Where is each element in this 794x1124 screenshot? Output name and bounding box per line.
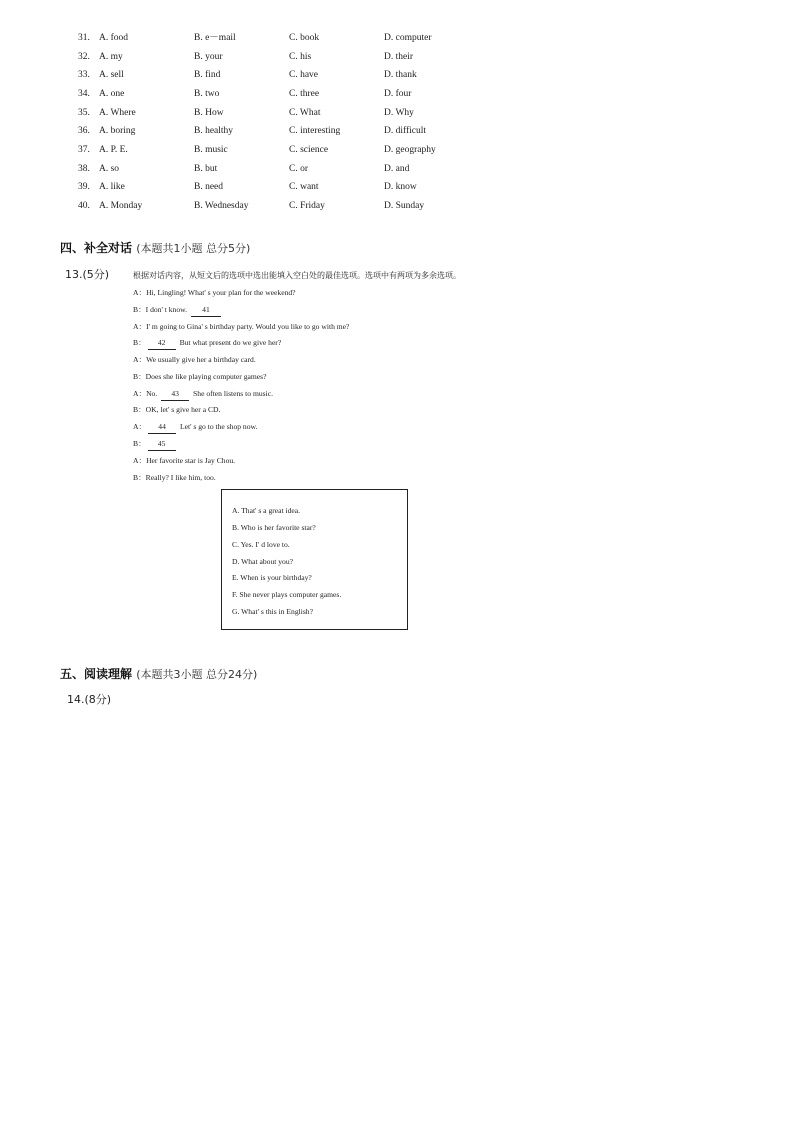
line-text: Let' s go to the shop now.	[178, 422, 258, 431]
blank-45[interactable]: 45	[148, 438, 176, 451]
option-a: A. boring	[99, 126, 136, 136]
dialogue-line	[133, 404, 220, 416]
option-c: C. What	[289, 108, 321, 118]
option-c: C. Friday	[289, 201, 325, 211]
dialogue-line	[133, 354, 256, 366]
question-number: 33.	[78, 70, 90, 80]
option-d: D. computer	[384, 33, 432, 43]
question-number: 34.	[78, 89, 90, 99]
speaker: B：	[133, 305, 146, 314]
dialogue-line	[133, 455, 235, 467]
option-a: A. Where	[99, 108, 136, 118]
dialogue-line	[133, 388, 273, 401]
blank-44[interactable]: 44	[148, 421, 176, 434]
option-d-item: D. What about you?	[232, 557, 294, 566]
option-d: D. and	[384, 164, 410, 174]
option-g-item: G. What' s this in English?	[232, 607, 313, 616]
option-a-item: A. That' s a great idea.	[232, 506, 301, 515]
option-b: B. music	[194, 145, 228, 155]
dialogue-line	[133, 287, 296, 299]
option-a: A. food	[99, 33, 129, 43]
line-text: OK, let' s give her a CD.	[145, 405, 221, 414]
option-f-item: F. She never plays computer games.	[232, 590, 342, 599]
option-d: D. difficult	[384, 126, 427, 136]
speaker: A：	[133, 322, 147, 331]
option-b: B. How	[194, 108, 224, 118]
question-14-number: 14.(8分)	[67, 693, 112, 706]
option-c: C. or	[289, 164, 308, 174]
blank-41[interactable]: 41	[191, 304, 221, 317]
option-a: A. Monday	[99, 201, 143, 211]
question-number: 36.	[78, 126, 90, 136]
line-text: We usually give her a birthday card.	[146, 355, 256, 364]
section-4-title: 四、补全对话	[60, 241, 133, 255]
speaker: B：	[133, 439, 146, 448]
section-5-heading	[60, 665, 257, 682]
speaker: B：	[133, 338, 146, 347]
question-13-instruction: 根据对话内容，从短文后的选项中选出能填入空白处的最佳选项。选项中有两项为多余选项。	[133, 271, 461, 280]
option-c: C. science	[289, 145, 329, 155]
option-d: D. their	[384, 52, 414, 62]
blank-42[interactable]: 42	[148, 337, 176, 350]
line-text: Her favorite star is Jay Chou.	[146, 456, 236, 465]
speaker: B：	[133, 473, 146, 482]
option-e-item: E. When is your birthday?	[232, 573, 312, 582]
line-text: Really? I like him, too.	[145, 473, 216, 482]
speaker: A：	[133, 422, 147, 431]
option-c: C. have	[289, 70, 319, 80]
speaker: A：	[133, 288, 147, 297]
dialogue-line	[133, 472, 216, 484]
speaker: A：	[133, 389, 147, 398]
section-4-heading	[60, 239, 250, 256]
dialogue-line	[133, 321, 349, 333]
line-text: No.	[146, 389, 160, 398]
option-b: B. two	[194, 89, 220, 99]
option-b: B. Wednesday	[194, 201, 249, 211]
section-5-note: (本题共3小题 总分24分)	[136, 668, 258, 681]
question-number: 40.	[78, 201, 90, 211]
option-a: A. my	[99, 52, 123, 62]
option-c: C. want	[289, 182, 319, 192]
option-c: C. three	[289, 89, 320, 99]
option-b-item: B. Who is her favorite star?	[232, 523, 316, 532]
option-d: D. geography	[384, 145, 436, 155]
question-number: 31.	[78, 33, 90, 43]
speaker: B：	[133, 405, 146, 414]
section-5-title: 五、阅读理解	[60, 667, 133, 681]
speaker: B：	[133, 372, 146, 381]
speaker: A：	[133, 456, 147, 465]
question-number: 35.	[78, 108, 90, 118]
blank-43[interactable]: 43	[161, 388, 189, 401]
option-b: B. need	[194, 182, 224, 192]
option-b: B. your	[194, 52, 223, 62]
dialogue-line	[133, 421, 257, 434]
option-d: D. know	[384, 182, 417, 192]
option-a: A. so	[99, 164, 120, 174]
option-a: A. like	[99, 182, 125, 192]
option-a: A. one	[99, 89, 125, 99]
option-d: D. Why	[384, 108, 414, 118]
line-text: Hi, Lingling! What' s your plan for the weekend?	[146, 288, 296, 297]
option-a: A. sell	[99, 70, 124, 80]
question-number: 32.	[78, 52, 90, 62]
speaker: A：	[133, 355, 147, 364]
line-text: She often listens to music.	[191, 389, 273, 398]
section-4-note: (本题共1小题 总分5分)	[136, 242, 251, 255]
dialogue-line	[133, 438, 178, 451]
line-text: Does she like playing computer games?	[145, 372, 267, 381]
option-d: D. Sunday	[384, 201, 425, 211]
option-c: C. book	[289, 33, 320, 43]
question-number: 39.	[78, 182, 90, 192]
option-d: D. four	[384, 89, 412, 99]
option-b: B. e－mail	[194, 33, 236, 43]
option-b: B. healthy	[194, 126, 234, 136]
line-text: I' m going to Gina' s birthday party. Would you like to go with me?	[146, 322, 350, 331]
line-text: I don' t know.	[145, 305, 189, 314]
question-number: 37.	[78, 145, 90, 155]
option-c: C. interesting	[289, 126, 341, 136]
line-text: But what present do we give her?	[177, 338, 282, 347]
option-b: B. but	[194, 164, 218, 174]
dialogue-line	[133, 304, 223, 317]
dialogue-line	[133, 337, 281, 350]
option-d: D. thank	[384, 70, 417, 80]
dialogue-line	[133, 371, 267, 383]
option-c: C. his	[289, 52, 312, 62]
option-a: A. P. E.	[99, 145, 128, 155]
options-box	[221, 489, 408, 630]
question-13-number: 13.(5分)	[65, 268, 110, 281]
option-c-item: C. Yes. I' d love to.	[232, 540, 290, 549]
question-number: 38.	[78, 164, 90, 174]
option-b: B. find	[194, 70, 221, 80]
